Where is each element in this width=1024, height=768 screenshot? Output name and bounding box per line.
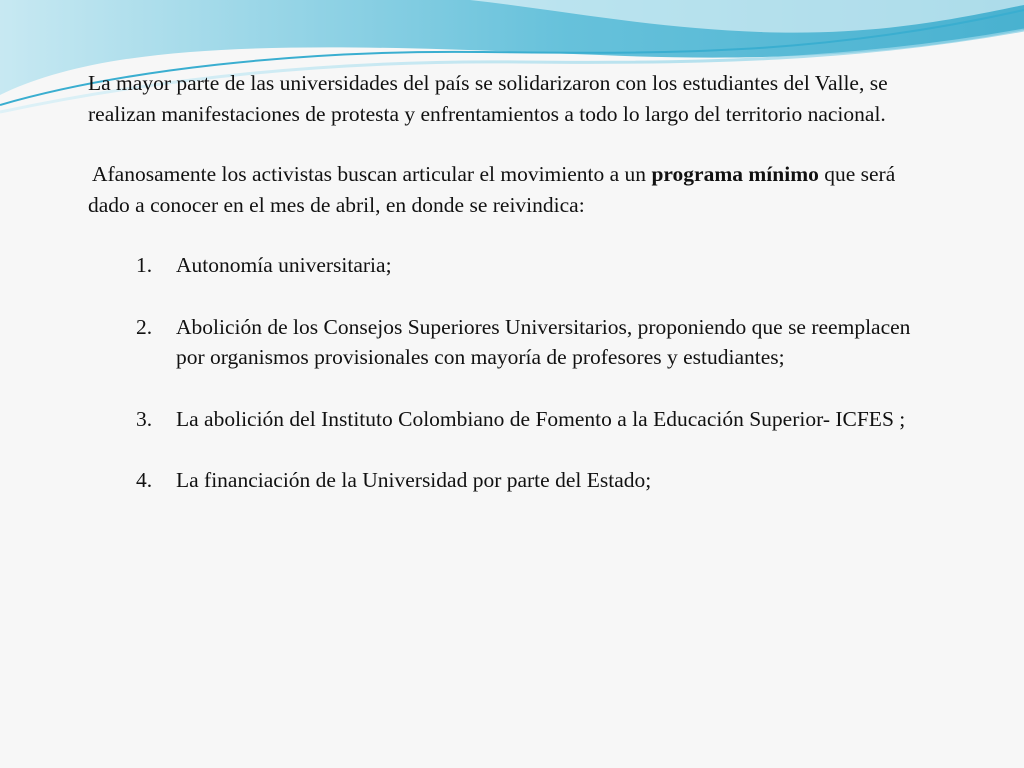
slide-body: [88, 68, 918, 496]
program-text-before: Afanosamente los activistas buscan articular el movimiento a un: [92, 162, 652, 186]
list-item-number: 3.: [136, 406, 153, 431]
program-bold-term: programa mínimo: [651, 162, 819, 186]
list-item-text: Abolición de los Consejos Superiores Universitarios, proponiendo que se reemplacen por organismos provisionales con mayoría de profesores y estudiantes;: [176, 314, 911, 369]
list-item-text: Autonomía universitaria;: [176, 253, 392, 277]
list-item: [88, 250, 918, 281]
list-item: [88, 404, 918, 435]
demands-list: [88, 250, 918, 496]
program-paragraph: [88, 159, 918, 220]
list-item-text: La abolición del Instituto Colombiano de Fomento a la Educación Superior- ICFES ;: [176, 406, 906, 431]
list-item: [88, 465, 918, 496]
list-item-number: 4.: [136, 468, 153, 492]
list-item: [88, 312, 918, 373]
list-item-text: La financiación de la Universidad por parte del Estado;: [176, 468, 652, 492]
list-item-number: 1.: [136, 253, 153, 277]
program-text-after: que será dado a conocer en el mes de abril, en donde se reivindica:: [88, 162, 896, 217]
intro-paragraph: La mayor parte de las universidades del país se solidarizaron con los estudiantes del Valle, se realizan manifestaciones de protesta y enfrentamientos a todo lo largo del territorio nacional.: [88, 71, 888, 126]
list-item-number: 2.: [136, 314, 153, 339]
